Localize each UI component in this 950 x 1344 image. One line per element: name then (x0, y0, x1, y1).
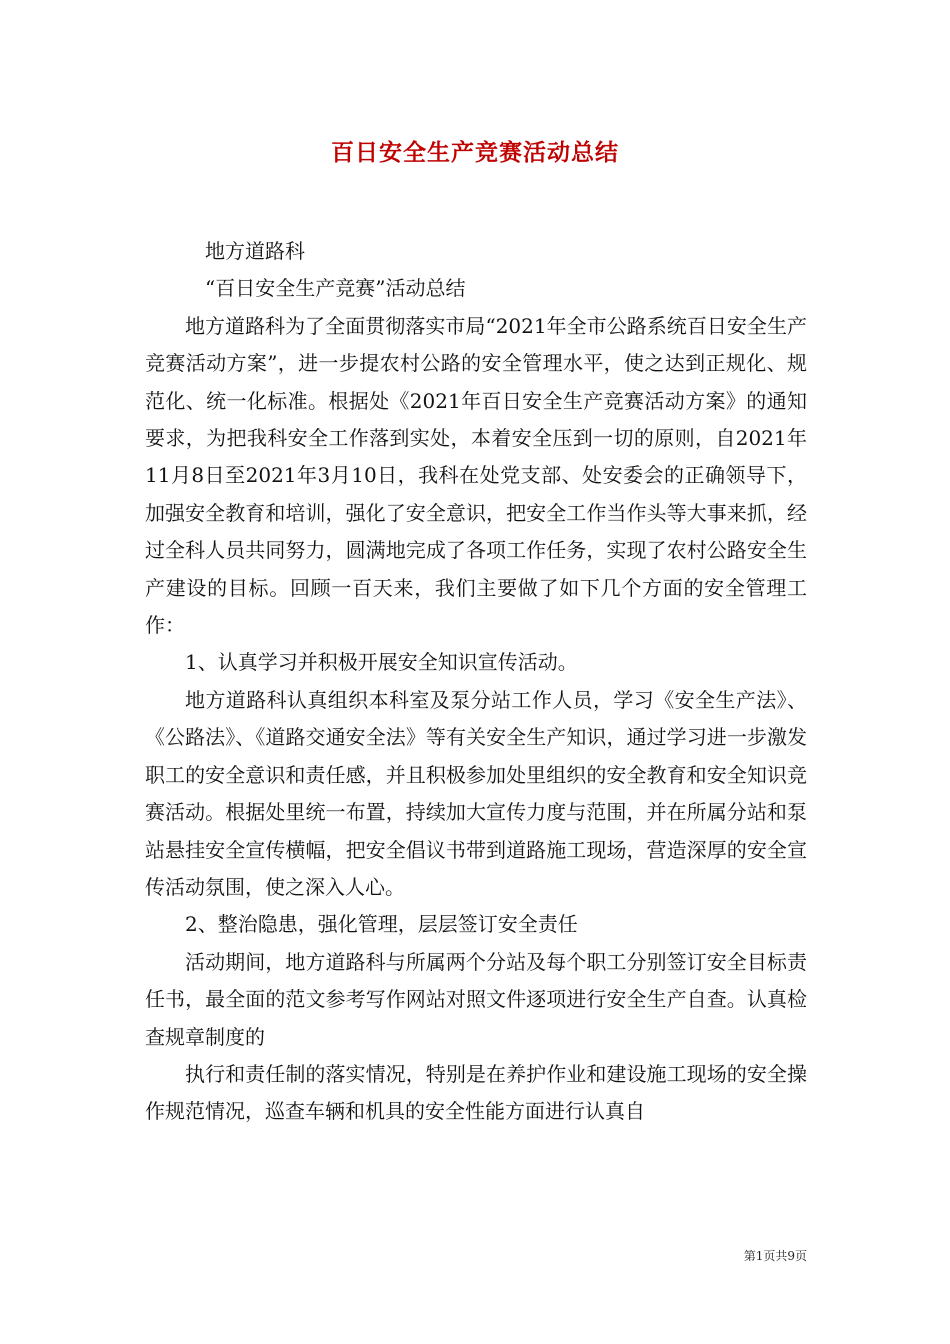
page-number: 第1页共9页 (743, 1249, 807, 1263)
document-title: 百日安全生产竞赛活动总结 (331, 139, 619, 166)
document-body (145, 233, 807, 1131)
paragraph-section-1: 地方道路科认真组织本科室及泵分站工作人员，学习《安全生产法》、《公路法》、《道路交通安全法》等有关安全生产知识，通过学习进一步激发职工的安全意识和责任感，并且积极参加处里组织的安全教育和安全知识竞赛活动。根据处里统一布置，持续加大宣传力度与范围，并在所属分站和泵站悬挂安全宣传横幅，把安全倡议书带到道路施工现场，营造深厚的安全宣传活动氛围，使之深入人心。 (145, 687, 807, 899)
paragraph-section-2-cont: 执行和责任制的落实情况，特别是在养护作业和建设施工现场的安全操作规范情况，巡查车辆和机具的安全性能方面进行认真自 (145, 1061, 807, 1124)
paragraph-heading-1: 1、认真学习并积极开展安全知识宣传活动。 (185, 650, 578, 675)
paragraph-subtitle: “百日安全生产竞赛”活动总结 (205, 276, 466, 301)
paragraph-intro: 地方道路科为了全面贯彻落实市局“2021年全市公路系统百日安全生产竞赛活动方案”，进一步提农村公路的安全管理水平，使之达到正规化、规范化、统一化标准。根据处《2021年百日安全生产竞赛活动方案》的通知要求，为把我科安全工作落到实处，本着安全压到一切的原则，自2021年11月8日至2021年3月10日，我科在处党支部、处安委会的正确领导下，加强安全教育和培训，强化了安全意识，把安全工作当作头等大事来抓，经过全科人员共同努力，圆满地完成了各项工作任务，实现了农村公路安全生产建设的目标。回顾一百天来，我们主要做了如下几个方面的安全管理工作： (145, 313, 807, 638)
paragraph-section-2: 活动期间，地方道路科与所属两个分站及每个职工分别签订安全目标责任书，最全面的范文参考写作网站对照文件逐项进行安全生产自查。认真检查规章制度的 (145, 949, 807, 1049)
paragraph-heading-2: 2、整治隐患，强化管理，层层签订安全责任 (185, 912, 578, 937)
paragraph-department: 地方道路科 (205, 239, 305, 263)
